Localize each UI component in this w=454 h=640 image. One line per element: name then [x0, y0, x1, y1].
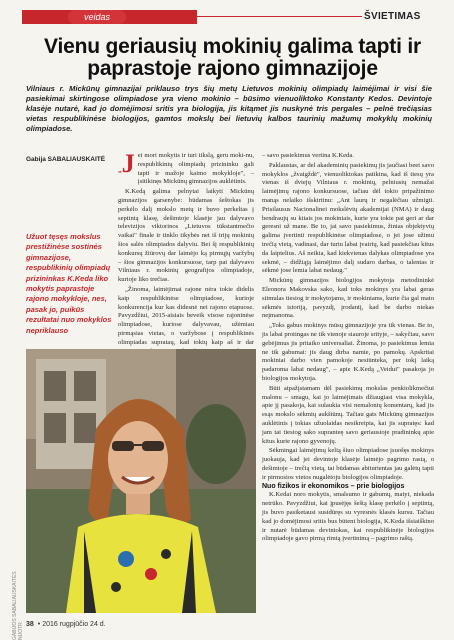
paragraph: K.Kedai noro mokytis, smalsumo ir gabumų, matyt, niekada netrūko. Pavyzdžiui, kai įpusėjęs šeštą klasę perkėlo į septintą, jis buvo pasiketausi susidūręs su vyresnės klasės kursu. Tačiau kad jo domėjimosi sritis bus būtent biologija, K.Keda išsiaiškino ir nutarė būdamas devintokas, kai respublikinėje biologijos olimpiadoje gavo pirmą rimtą įvertinimą – pagrimo raštą. [262, 491, 434, 543]
dropcap: „J [118, 149, 135, 178]
article-column-2 [262, 152, 434, 545]
paragraph: Mickūnų gimnazijos biologijos mokytoja metodininkė Eleonora Makovska sako, kad toks mokinys yra labai geras stimulas tiesiog ir mokytojams, ir mokiniams, kurie čia gal mato sėkmės istoriją, pavyzdį, įrodantį, kad be darbo niekas neįmanoma. [262, 277, 434, 320]
header-rule [197, 16, 362, 17]
paragraph: „Toks gabus mokinys mūsų gimnazijoje yra tik vienas. Be to, jis labai protingas ne tik vienoje siauroje srityje, – sakyčiau, savo gebėjimus jis pritaiko universaliai. Žinoma, jo pasiekimus lemia ne tik gabumai: jis daug dirba namie, po pamokų. Apskritai mokiniai darbo vien pamokoje nesiūnteka, per tokį laiką padaroma labai nedaug", – apie K.Kedą „Veidui" pasakoja jo biologijos mokytoja. [262, 322, 434, 382]
magazine-tag: veidas [68, 10, 126, 24]
photo-credit: GABIJOS SABALIAUSKAITĖS NUOTR. [12, 571, 24, 640]
student-photo [26, 349, 256, 613]
pull-quote: Užuot tęsęs mokslus prestižinėse sostinės gimnazijose, respublikinių olimpiadų prizininkas K.Keda liko mokytis paprastoje rajono mokykloje, nes, pasak jo, puikūs rezultatai nuo mokyklos nepriklauso [26, 232, 112, 335]
page-number: 38 [26, 621, 34, 628]
page-footer [26, 621, 106, 628]
paragraph: „Žinoma, laimėjimai rajone nėra tokie didelis kaip respublikinėse olimpiadose, kurioje konkurencija kur kas didesnė nei rajono etapuose. Pavyzdžiui, 2015-aisiais beveik visose rajoninėse olimpiadose, kuriose dalyvavau, užėmiau pirmąsias vietas, o varžybose į respublikinės olimpiadas suprataų, kad tokių kaip aš ir dar [118, 285, 254, 346]
article-column-1 [118, 149, 254, 366]
author-byline: Gabija SABALIAUSKAITĖ [26, 156, 106, 163]
paragraph: K.Kedą galima pelnytai laikyti Mickūnų gimnazijos garsenybe: būdamas šeštokas jis perkėlo dalį mokslo metų ir buvo perkeltas į septintą klasę, dešimtoje klasėje jau dalyvavo televizijos viktorinos „Lietuvos tūkstantmečio vaikai" finale ir tinklo tikybės net iš trijų mokinių šios salės olimpiados dalyviu. Bei šį respublikinių konkursų žiūrovų dar laimėjo ką pirmųjų varžybų – šios gimnazijos konkursuose, tarp pat dalyvavo Vilniaus r. mokinių geografijos olimpiadoje, kurioje liko trečias. [118, 188, 254, 284]
section-label: ŠVIETIMAS [364, 11, 421, 22]
paragraph: Sėkmingai laimėjimų kelią šiuo olimpiadose įsuošęs mokinys juokauja, kad jei devintoje klasėje laimėjo pagrimo rastą, o dešimtoje – trečią vietą, tai būdamas abiturientas jau galėtų tapti ir pirmosios vietos nugalėtoju biologijos olimpiadoje. [262, 447, 434, 481]
page-header [0, 10, 454, 24]
paragraph: – savo pasiekimus vertina K.Keda. [262, 152, 354, 159]
article-title: Vienu geriausių mokinių galima tapti ir paprastoje rajono gimnazijoje [44, 35, 421, 80]
paragraph: Būti atpažįstamam dėl pasiekimų mokslas penkiolikmečiui malonu – smagu, kai jo laimėjimais džiaugiasi visa mokykla, apie jį pasakoja, kai sulaukia visi nemalonių komentarų, kad jis esąs mokslo sėkmių aukštūnų. Tačiau gats Mickūnų gimnazijos auklėtinis į tokias užuolaidas nesikreipia, kai jis supratęs: kad jam tai tiesiog sako supranteę savo geriausioje pradininkų apie kitus kurie rajono gyvenojų. [262, 384, 434, 445]
paragraph: ei mori mokytis ir turi tikslą, geru moki-nu, respublikinių olimpiadų prizininku gali tapti ir mažoje kaimo mokykloje", – įsitikinęs Mickūnų gimnazijos auklėtinis. [137, 152, 254, 186]
subheading: Nuo fizikos ir ekonomikos – prie biologijos [262, 483, 405, 491]
article-lead: Vilniaus r. Mickūnų gimnazijai priklauso trys šių metų Lietuvos mokinių olimpiadų laimėjimai ir visi šie pasiekimai skirtingose olimpiadose yra vieno mokinio – būsimo vienuoliktoko Konstanty Kedos. Devintoje klasėje nutarė, kad jo domėjimosi sritis yra biologija, jis kitąmet jis nuskynė tris pergales – pelnė trečiąsias vietas respublikinėse biologijos, gamtos mokslų bei lietuvių kalbos taurinių mažumų mokyklų mokinių olimpiadose. [26, 84, 432, 133]
paragraph: Paklaustas, ar del akademinių pasiekimų jis jaučiasi beet savo mokyklos „žvaigždė", vienuoliktokas patikina, kad iš tiesų yra vienas iš dviejų Vilniaus r. mokinių, pelniusių nemažai laimėjimų rajono konkursuose, tačiau dėl tokio pripažinimo manąs nelaiko išskirtinu: „Ant laurų ir negalėčiau užmigti. Prisilausus Nacionalinei mokslėvių akademijai (NMA) ir daug bendraujų su kitais jos mokiniais, kurie yra tokie pat geri ar dar geresni už mane. Be to, jai savo pasiekimus, žinias objektyvių galima įvertinti respublikinėse olimpiadose, o jei jose užimu trečią vietą, vadinasi, dar turiu labai įvairių, kad pasiekčiau kitus da laiptelius. Aš neikia, kad kiekvienas dalykas olimpiadose yra sekmė, – didžiąją laimėjimo dalį sudaro darbas, o talentas ir sėkmė jose lemia labai nedaug." [262, 161, 434, 275]
issue-date: • 2016 rugpjūčio 24 d. [37, 621, 106, 628]
